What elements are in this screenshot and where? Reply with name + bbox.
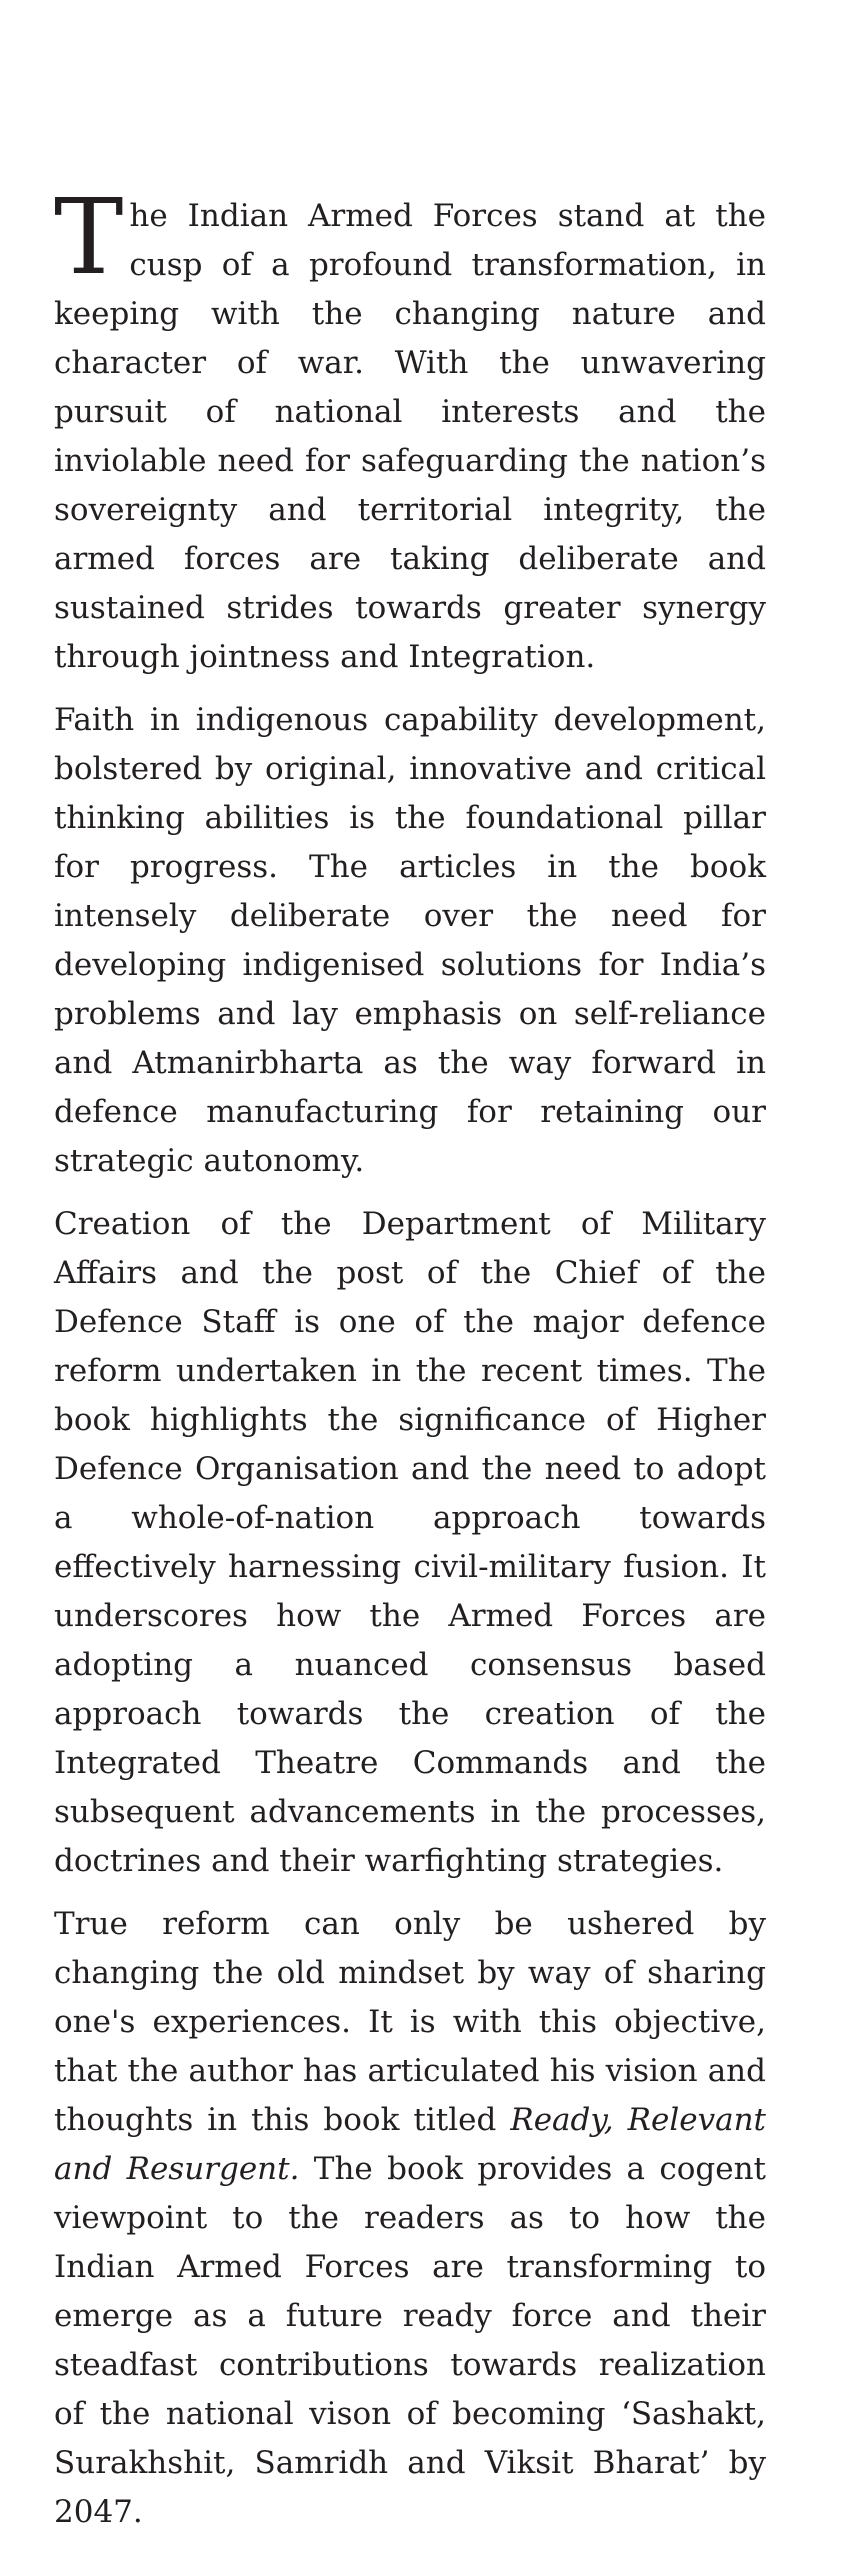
paragraph-2: Faith in indigenous capability development, bolstered by original, innovative and critical thinking abilities is the foundational pillar for progress. The articles in the book intensely deliberate over the need for developing indigenised solutions for India’s problems and lay emphasis on self-reliance and Atmanirbharta as the way forward in defence manufacturing for retaining our strategic autonomy. — [54, 702, 766, 1179]
book-blurb — [54, 176, 767, 2551]
paragraph-4 — [54, 1900, 766, 2537]
paragraph-1-text: he Indian Armed Forces stand at the cusp of a profound transformation, in keeping with the changing nature and character of war. With the unwavering pursuit of national interests and the inviolable need for safeguarding the nation’s sovereignty and territorial integrity, the armed forces are taking deliberate and sustained strides towards greater synergy through jointness and Integration. — [54, 198, 766, 675]
book-title-italic: Ready, Relevant and Resurgent. — [54, 2102, 767, 2187]
paragraph-4-text-before: True reform can only be ushered by changing the old mindset by way of sharing one's experiences. It is with this objective, that the author has articulated his vision and thoughts in this book titled — [54, 1906, 766, 2138]
paragraph-1 — [54, 176, 766, 682]
paragraph-4-text-after: The book provides a cogent viewpoint to the readers as to how the Indian Armed Forces are transforming to emerge as a future ready force and their steadfast contributions towards realization of the national vison of becoming ‘Sashakt, Surakhshit, Samridh and Viksit Bharat’ by 2047. — [54, 2151, 766, 2530]
paragraph-3: Creation of the Department of Military Affairs and the post of the Chief of the Defence Staff is one of the major defence reform undertaken in the recent times. The book highlights the significance of Higher Defence Organisation and the need to adopt a whole-of-nation approach towards effectively harnessing civil-military fusion. It underscores how the Armed Forces are adopting a nuanced consensus based approach towards the creation of the Integrated Theatre Commands and the subsequent advancements in the processes, doctrines and their warfighting strategies. — [54, 1206, 766, 1879]
drop-cap: T — [54, 176, 124, 298]
